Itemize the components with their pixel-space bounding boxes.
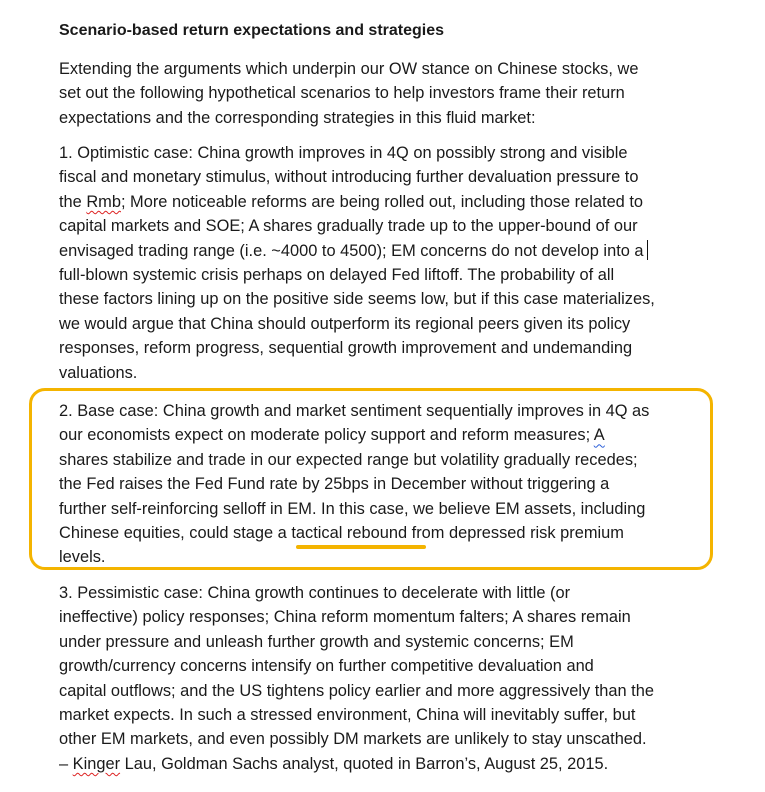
text-line: shares stabilize and trade in our expected range but volatility gradually recedes; (59, 450, 638, 469)
text-line: responses, reform progress, sequential growth improvement and undemanding (59, 339, 633, 358)
text-line: market expects. In such a stressed environment, China will inevitably suffer, but (59, 706, 636, 725)
optimistic-case-paragraph (59, 141, 719, 385)
attribution-line (59, 752, 719, 776)
text-line (59, 521, 719, 545)
text-fragment: – (59, 754, 73, 773)
text-line: 1. Optimistic case: China growth improves in 4Q on possibly strong and visible (59, 144, 628, 162)
base-case-paragraph (59, 399, 719, 570)
text-line (59, 239, 719, 263)
pessimistic-case-paragraph (59, 581, 719, 776)
text-line: valuations. (59, 363, 138, 382)
text-fragment: the (59, 192, 87, 211)
spelling-error-word[interactable]: Rmb (86, 192, 121, 211)
text-fragment: Lau, Goldman Sachs analyst, quoted in Barron’s, August 25, 2015. (120, 754, 609, 773)
text-line: under pressure and unleash further growth and systemic concerns; EM (59, 632, 574, 651)
text-line: Extending the arguments which underpin our OW stance on Chinese stocks, we (59, 60, 639, 78)
grammar-flag-word[interactable]: A (593, 426, 605, 445)
intro-paragraph (59, 57, 719, 130)
text-line (59, 423, 719, 447)
text-line: further self-reinforcing selloff in EM. In this case, we believe EM assets, including (59, 499, 646, 518)
text-line: levels. (59, 548, 106, 567)
text-fragment: from depressed risk premium (407, 524, 624, 543)
spelling-error-word[interactable]: Kinger (72, 754, 121, 773)
text-line: 3. Pessimistic case: China growth continues to decelerate with little (or (59, 584, 571, 602)
text-line: the Fed raises the Fed Fund rate by 25bps in December without triggering a (59, 475, 610, 494)
text-line: other EM markets, and even possibly DM markets are unlikely to stay unscathed. (59, 730, 647, 749)
section-heading: Scenario-based return expectations and strategies (59, 22, 445, 39)
text-line: full-blown systemic crisis perhaps on delayed Fed liftoff. The probability of all (59, 266, 615, 285)
text-line: we would argue that China should outperform its regional peers given its policy (59, 314, 631, 333)
text-cursor (647, 240, 648, 260)
text-line (59, 190, 719, 214)
text-line: these factors lining up on the positive side seems low, but if this case materializes, (59, 290, 655, 309)
text-fragment: our economists expect on moderate policy support and reform measures; (59, 426, 594, 445)
tactical-rebound-phrase: tactical rebound (291, 524, 408, 543)
text-line: capital outflows; and the US tightens policy earlier and more aggressively than the (59, 681, 654, 700)
text-line: ineffective) policy responses; China reform momentum falters; A shares remain (59, 608, 631, 627)
text-line: growth/currency concerns intensify on further competitive devaluation and (59, 657, 594, 676)
text-line: set out the following hypothetical scenarios to help investors frame their return (59, 84, 625, 103)
text-line: 2. Base case: China growth and market sentiment sequentially improves in 4Q as (59, 402, 650, 420)
text-line: expectations and the corresponding strategies in this fluid market: (59, 108, 536, 127)
text-fragment: Chinese equities, could stage a (59, 524, 292, 543)
text-fragment: ; More noticeable reforms are being rolled out, including those related to (120, 192, 644, 211)
text-fragment: envisaged trading range (i.e. ~4000 to 4500); EM concerns do not develop into a (59, 241, 644, 260)
text-line: fiscal and monetary stimulus, without introducing further devaluation pressure to (59, 168, 639, 187)
text-line: capital markets and SOE; A shares gradually trade up to the upper-bound of our (59, 217, 638, 236)
